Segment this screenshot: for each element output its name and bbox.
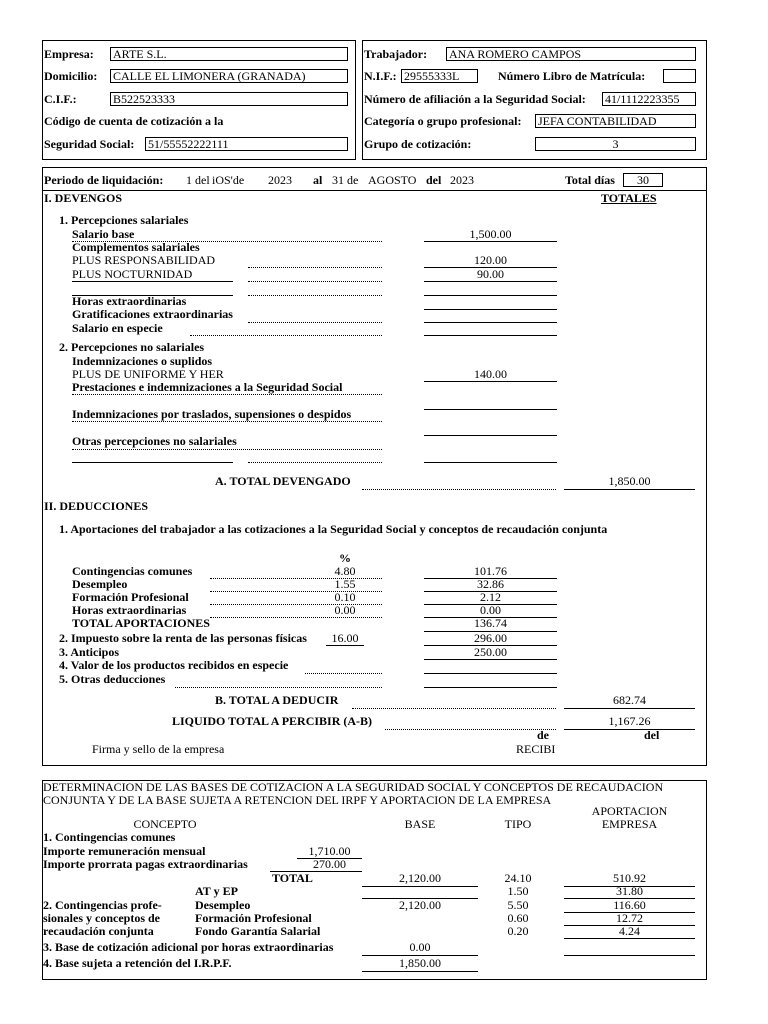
prestaciones-label: Prestaciones e indemnizaciones a la Seguridad Social [72, 380, 343, 394]
traslados-line [424, 435, 557, 436]
otras-underline [72, 462, 233, 463]
totales-header: TOTALES [601, 191, 657, 205]
deduction-row-label: Contingencias comunes [72, 564, 193, 578]
deduction-row-amount: 2.12 [480, 590, 501, 604]
codigo-field[interactable]: 51/55552222111 [145, 137, 348, 151]
otras-deducciones-label: 5. Otras deducciones [59, 672, 166, 686]
otras-line [424, 462, 557, 463]
contingencia-row-tipo: 0.20 [507, 924, 529, 938]
total-days-label: Total días [565, 173, 615, 187]
codigo-label-2: Seguridad Social: [44, 137, 135, 151]
period-to-day: 31 de [332, 173, 359, 187]
percepciones-salariales-heading: 1. Percepciones salariales [59, 213, 189, 227]
deduction-row-amount: 0.00 [480, 603, 501, 617]
trabajador-label: Trabajador: [364, 47, 428, 61]
gratificaciones-dots [248, 322, 382, 323]
total-devengado-line [564, 489, 695, 490]
contingencia-row-label: Fondo Garantía Salarial [195, 924, 321, 938]
libro-field[interactable] [663, 69, 696, 83]
contingencia-row-aport: 116.60 [613, 898, 646, 912]
empresa-label: Empresa: [44, 47, 94, 61]
plus-noct-line [424, 281, 557, 282]
irpf-base-label: 4. Base sujeta a retención del I.R.P.F. [43, 956, 232, 970]
anticipos-line [424, 659, 557, 660]
cif-label: C.I.F.: [44, 92, 77, 106]
anticipos-label: 3. Anticipos [59, 645, 120, 659]
libro-label: Número Libro de Matrícula: [498, 69, 646, 83]
total-deducir-dots [352, 708, 556, 709]
salario-base-label: Salario base [72, 227, 135, 241]
cc-tipo: 24.10 [504, 871, 532, 885]
contingencia-row-label: Formación Profesional [195, 911, 312, 925]
domicilio-field[interactable]: CALLE EL LIMONERA (GRANADA) [110, 69, 348, 83]
liquido-label: LIQUIDO TOTAL A PERCIBIR (A-B) [172, 714, 373, 728]
deduction-row-pct: 4.80 [334, 564, 356, 578]
prorrata-value: 270.00 [313, 857, 346, 871]
codigo-label: Código de cuenta de cotización a la [44, 114, 224, 128]
total-deducir-value: 682.74 [613, 693, 646, 707]
plus-noct-label: PLUS NOCTURNIDAD [72, 267, 193, 281]
anticipos-value: 250.00 [474, 645, 507, 659]
firma-label: Firma y sello de la empresa [92, 742, 225, 756]
blank-value-line-1 [424, 295, 557, 296]
empresa-field[interactable]: ARTE S.L. [110, 47, 348, 61]
salario-base-line [424, 241, 557, 242]
col-base: BASE [404, 817, 436, 831]
plus-resp-dots [248, 267, 382, 268]
trabajador-field[interactable]: ANA ROMERO CAMPOS [446, 47, 696, 61]
deduction-row-label: Horas extraordinarias [72, 603, 187, 617]
blank-dots-1 [248, 295, 382, 296]
domicilio-label: Domicilio: [44, 69, 98, 83]
deduction-row-pct: 0.10 [334, 590, 356, 604]
especie-line [424, 335, 557, 336]
period-del: del [426, 173, 442, 187]
deduction-row-label: Formación Profesional [72, 590, 189, 604]
irpf-pct: 16.00 [331, 631, 359, 645]
plus-resp-label: PLUS RESPONSABILIDAD [72, 253, 216, 267]
otras-deducciones-dots [175, 687, 382, 688]
cp-label-1: 2. Contingencias profe- [43, 898, 162, 912]
deducciones-title: II. DEDUCCIONES [44, 499, 149, 513]
contingencia-row-aport: 4.24 [619, 924, 640, 938]
irpf-pct-line [326, 645, 364, 646]
prestaciones-dots [72, 394, 382, 395]
otras-percepciones-dots [72, 449, 382, 450]
cp-label-2: sionales y conceptos de [43, 911, 160, 925]
deduction-row-pct: 0.00 [334, 603, 356, 617]
total-aport-label: TOTAL APORTACIONES [72, 616, 210, 630]
irpf-label: 2. Impuesto sobre la renta de las personas físicas [59, 631, 307, 645]
horas-base-value: 0.00 [409, 940, 431, 954]
period-to-month: AGOSTO [368, 173, 417, 187]
grupo-field[interactable]: 3 [535, 137, 696, 151]
prorrata-label: Importe prorrata pagas extraordinarias [43, 857, 248, 871]
cif-field[interactable]: B522523333 [110, 92, 348, 106]
period-label: Periodo de liquidación: [44, 173, 164, 187]
plus-uniforme-label: PLUS DE UNIFORME Y HER [72, 367, 224, 381]
percepciones-no-salariales-heading: 2. Percepciones no salariales [59, 340, 205, 354]
contingencia-row-label: Desempleo [195, 898, 251, 912]
period-from-day: 1 del [186, 173, 210, 187]
deduction-row-amount: 101.76 [474, 564, 507, 578]
deduction-row-amount: 32.86 [477, 577, 504, 591]
irpf-base-line [362, 971, 478, 972]
complementos-label: Complementos salariales [72, 240, 200, 254]
plus-noct-dots [248, 281, 382, 282]
liquido-value: 1,167.26 [608, 714, 651, 728]
categoria-label: Categoría o grupo profesional: [364, 114, 522, 128]
cc-label: 1. Contingencias comunes [43, 830, 176, 844]
afiliacion-label: Número de afiliación a la Seguridad Social: [364, 92, 586, 106]
irpf-value: 296.00 [474, 631, 507, 645]
salario-base-value: 1,500.00 [469, 227, 512, 241]
col-aportacion-2: EMPRESA [601, 817, 658, 831]
de-label: de [537, 728, 549, 742]
indemnizaciones-label: Indemnizaciones o suplidos [72, 354, 213, 368]
col-concepto: CONCEPTO [133, 817, 197, 831]
contingencia-row-tipo: 5.50 [507, 898, 529, 912]
otras-percepciones-label: Otras percepciones no salariales [72, 434, 237, 448]
horas-aport-line [564, 955, 695, 956]
total-deducir-label: B. TOTAL A DEDUCIR [215, 693, 339, 707]
nif-field[interactable]: 29555333L [401, 69, 478, 83]
especie-dots [190, 335, 382, 336]
afiliacion-field[interactable]: 41/1112223355 [602, 92, 696, 106]
grupo-label: Grupo de cotización: [364, 137, 472, 151]
contingencia-row-aport: 12.72 [616, 911, 643, 925]
cp-label-3: recaudación conjunta [43, 924, 154, 938]
liquido-dots [385, 729, 556, 730]
contingencia-row-tipo: 0.60 [507, 911, 529, 925]
period-from-month: iOS'de [212, 173, 245, 187]
total-devengado-dots [362, 489, 556, 490]
deduction-row-pct: 1.55 [334, 577, 356, 591]
bases-title-2: CONJUNTA Y DE LA BASE SUJETA A RETENCION DEL IRPF Y APORTACION DE LA EMPRESA [43, 793, 552, 807]
bases-title-1: DETERMINACION DE LAS BASES DE COTIZACION A LA SEGURIDAD SOCIAL Y CONCEPTOS DE RECAUDACION [43, 780, 664, 794]
total-aport-value: 136.74 [474, 616, 507, 630]
aportaciones-heading: 1. Aportaciones del trabajador a las cotizaciones a la Seguridad Social y conceptos de recaudación conjunta [59, 522, 608, 536]
col-aportacion-1: APORTACION [591, 804, 668, 818]
otras-deducciones-line [424, 687, 557, 688]
contingencia-row-tipo: 1.50 [507, 884, 529, 898]
horas-extra-line [424, 309, 557, 310]
pct-header: % [339, 551, 351, 565]
total-devengado-label: A. TOTAL DEVENGADO [215, 474, 351, 488]
contingencia-row-label: AT y EP [195, 884, 238, 898]
liquido-line [564, 729, 695, 730]
remun-label: Importe remuneración mensual [43, 844, 206, 858]
remun-value: 1,710.00 [308, 844, 351, 858]
plus-noct-value: 90.00 [477, 267, 504, 281]
contingencia-row-aport: 31.80 [616, 884, 643, 898]
devengos-title: I. DEVENGOS [44, 191, 123, 205]
traslados-label: Indemnizaciones por traslados, supensiones o despidos [72, 407, 352, 421]
traslados-dots [72, 421, 382, 422]
nif-label: N.I.F.: [364, 69, 397, 83]
otras-dots [248, 462, 382, 463]
period-from-year: 2023 [268, 173, 292, 187]
cc-aport: 510.92 [613, 871, 646, 885]
deduction-row-label: Desempleo [72, 577, 128, 591]
deduction-row-dots [210, 617, 382, 618]
contingencia-row-base: 2,120.00 [399, 898, 441, 912]
contingencia-row-line [564, 938, 695, 939]
horas-extra-label: Horas extraordinarias [72, 294, 187, 308]
cc-base-line [362, 886, 478, 887]
productos-label: 4. Valor de los productos recibidos en especie [59, 658, 289, 672]
prestaciones-line [424, 409, 557, 410]
recibi-label: RECIBI [516, 742, 556, 756]
total-deducir-line [564, 708, 695, 709]
plus-noct-underline [72, 281, 233, 282]
total-cc-label: TOTAL [272, 871, 313, 885]
productos-dots [305, 673, 382, 674]
cc-base: 2,120.00 [399, 871, 441, 885]
gratificaciones-label: Gratificaciones extraordinarias [72, 307, 233, 321]
total-days-field[interactable]: 30 [623, 173, 663, 187]
period-to-year: 2023 [450, 173, 474, 187]
categoria-field[interactable]: JEFA CONTABILIDAD [535, 114, 696, 128]
col-tipo: TIPO [504, 817, 532, 831]
irpf-base-value: 1,850.00 [399, 956, 441, 970]
horas-base-label: 3. Base de cotización adicional por horas extraordinarias [43, 940, 334, 954]
plus-uniforme-line [424, 381, 557, 382]
plus-uniforme-value: 140.00 [474, 367, 507, 381]
especie-label: Salario en especie [72, 321, 163, 335]
total-devengado-value: 1,850.00 [608, 474, 651, 488]
productos-line [424, 673, 557, 674]
gratificaciones-line [424, 322, 557, 323]
contingencia-row-base-line [362, 898, 478, 899]
period-al: al [313, 173, 323, 187]
del-label: del [644, 728, 660, 742]
plus-resp-value: 120.00 [474, 253, 507, 267]
